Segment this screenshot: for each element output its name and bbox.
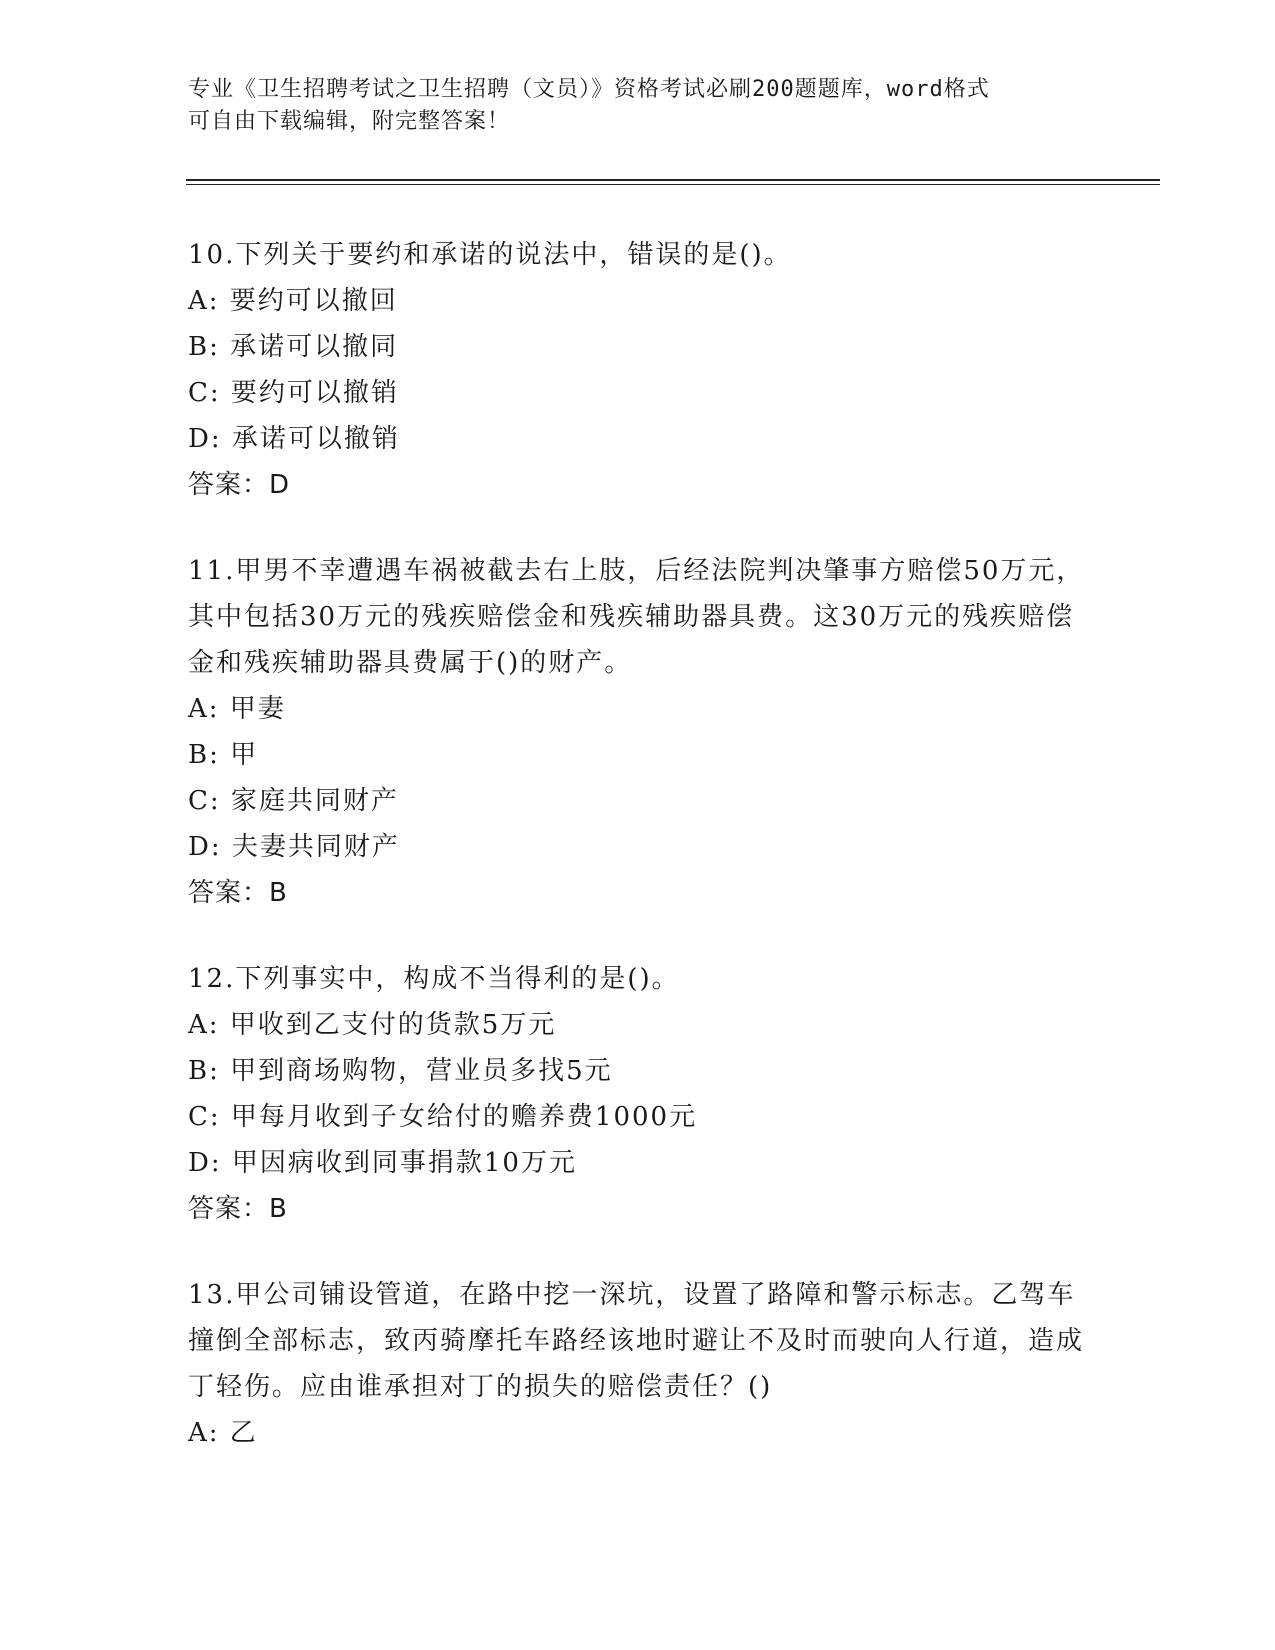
question-13 bbox=[188, 1272, 1088, 1456]
question-stem: 13.甲公司铺设管道，在路中挖一深坑，设置了路障和警示标志。乙驾车撞倒全部标志，致丙骑摩托车路经该地时避让不及时而驶向人行道，造成丁轻伤。应由谁承担对丁的损失的赔偿责任？() bbox=[188, 1280, 1085, 1402]
question-stem: 10.下列关于要约和承诺的说法中，错误的是()。 bbox=[188, 240, 792, 270]
answer-line: 答案：D bbox=[188, 470, 291, 500]
header-line-2: 可自由下载编辑，附完整答案！ bbox=[188, 109, 511, 134]
option-c: C: 家庭共同财产 bbox=[188, 786, 399, 816]
header-divider-thin bbox=[186, 184, 1160, 185]
header-divider bbox=[186, 179, 1160, 181]
option-c: C: 甲每月收到子女给付的赡养费1000元 bbox=[188, 1102, 698, 1132]
answer-line: 答案：B bbox=[188, 878, 288, 908]
question-10 bbox=[188, 232, 1088, 508]
option-a: A: 要约可以撤回 bbox=[188, 286, 398, 316]
question-stem: 11.甲男不幸遭遇车祸被截去右上肢，后经法院判决肇事方赔偿50万元，其中包括30万元的残疾赔偿金和残疾辅助器具费。这30万元的残疾赔偿金和残疾辅助器具费属于()的财产。 bbox=[188, 556, 1085, 678]
header-line-1: 专业《卫生招聘考试之卫生招聘（文员）》资格考试必刷200题题库，word格式 bbox=[188, 77, 990, 102]
question-stem: 12.下列事实中，构成不当得利的是()。 bbox=[188, 964, 680, 994]
option-a: A: 甲收到乙支付的货款5万元 bbox=[188, 1010, 557, 1040]
document-header bbox=[188, 74, 1068, 138]
option-b: B: 甲到商场购物，营业员多找5元 bbox=[188, 1056, 613, 1086]
option-b: B: 甲 bbox=[188, 740, 259, 770]
option-d: D: 承诺可以撤销 bbox=[188, 424, 400, 454]
option-d: D: 甲因病收到同事捐款10万元 bbox=[188, 1148, 577, 1178]
answer-line: 答案：B bbox=[188, 1194, 288, 1224]
option-d: D: 夫妻共同财产 bbox=[188, 832, 400, 862]
question-12 bbox=[188, 956, 1088, 1232]
question-11 bbox=[188, 548, 1088, 916]
option-c: C: 要约可以撤销 bbox=[188, 378, 399, 408]
option-a: A: 甲妻 bbox=[188, 694, 286, 724]
option-b: B: 承诺可以撤同 bbox=[188, 332, 399, 362]
option-a: A: 乙 bbox=[188, 1418, 258, 1448]
question-list bbox=[188, 232, 1088, 1496]
